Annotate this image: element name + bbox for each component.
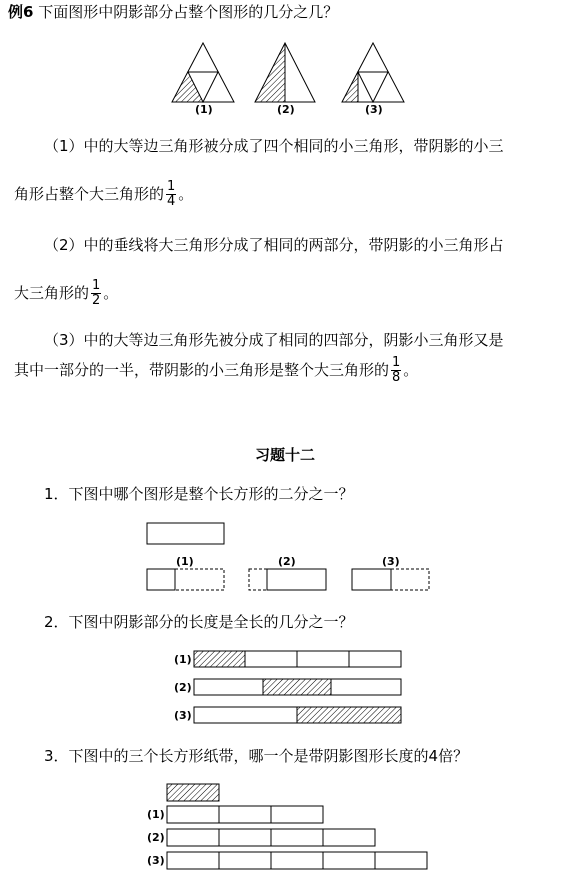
fraction-one-half bbox=[91, 279, 101, 308]
q3-label-2: (2) bbox=[147, 831, 165, 844]
fraction-numerator: 1 bbox=[392, 355, 401, 370]
triangle-figure-3 bbox=[342, 43, 404, 102]
q1-label-1: (1) bbox=[176, 555, 194, 568]
explanation-2-text: 大三角形的 bbox=[14, 284, 90, 302]
q2-strip-1 bbox=[194, 651, 401, 667]
fraction-denominator: 2 bbox=[92, 293, 101, 308]
explanation-2-line-1: （2）中的垂线将大三角形分成了相同的两部分，带阴影的小三角形占 bbox=[44, 236, 504, 254]
q3-label-1: (1) bbox=[147, 808, 165, 821]
fraction-one-eighth bbox=[391, 356, 401, 385]
q1-option-2 bbox=[249, 569, 326, 590]
exercise-title: 习题十二 bbox=[255, 446, 316, 464]
q2-label-3: (3) bbox=[174, 709, 192, 722]
explanation-1-end: 。 bbox=[178, 185, 194, 203]
q3-strip-3 bbox=[167, 852, 427, 869]
triangle-label-3: (3) bbox=[365, 103, 383, 116]
explanation-3-line-2 bbox=[14, 356, 418, 385]
question-2: 2．下图中阴影部分的长度是全长的几分之一？ bbox=[44, 613, 354, 631]
q2-label-2: (2) bbox=[174, 681, 192, 694]
explanation-2-end: 。 bbox=[103, 284, 119, 302]
explanation-1-line-1: （1）中的大等边三角形被分成了四个相同的小三角形，带阴影的小三 bbox=[44, 137, 504, 155]
explanation-1-line-2 bbox=[14, 180, 193, 209]
triangle-figure-2 bbox=[255, 43, 315, 102]
q3-strip-2 bbox=[167, 829, 375, 846]
fraction-denominator: 4 bbox=[167, 194, 176, 209]
triangle-label-2: (2) bbox=[277, 103, 295, 116]
explanation-3-line-1: （3）中的大等边三角形先被分成了相同的四部分，阴影小三角形又是 bbox=[44, 331, 504, 349]
fraction-numerator: 1 bbox=[167, 179, 176, 194]
question-1: 1．下图中哪个图形是整个长方形的二分之一？ bbox=[44, 485, 354, 503]
explanation-3-text: 其中一部分的一半，带阴影的小三角形是整个大三角形的 bbox=[14, 361, 390, 379]
example-question: 下面图形中阴影部分占整个图形的几分之几？ bbox=[38, 3, 339, 21]
explanation-2-line-2 bbox=[14, 279, 118, 308]
q2-strip-3 bbox=[194, 707, 401, 723]
explanation-3-end: 。 bbox=[403, 361, 419, 379]
fraction-numerator: 1 bbox=[92, 278, 101, 293]
q1-label-3: (3) bbox=[382, 555, 400, 568]
triangle-figure-1 bbox=[172, 43, 234, 102]
fraction-denominator: 8 bbox=[392, 370, 401, 385]
q1-reference-rectangle bbox=[147, 523, 224, 544]
fraction-one-quarter bbox=[166, 180, 176, 209]
q1-option-3 bbox=[352, 569, 429, 590]
question-3: 3．下图中的三个长方形纸带，哪一个是带阴影图形长度的4倍？ bbox=[44, 747, 469, 765]
example-tag: 例6 bbox=[8, 3, 34, 21]
q3-shaded-unit bbox=[167, 784, 219, 801]
q2-label-1: (1) bbox=[174, 653, 192, 666]
q1-option-1 bbox=[147, 569, 224, 590]
q2-strip-2 bbox=[194, 679, 401, 695]
triangle-label-1: (1) bbox=[195, 103, 213, 116]
q3-strip-1 bbox=[167, 806, 323, 823]
q1-label-2: (2) bbox=[278, 555, 296, 568]
q3-label-3: (3) bbox=[147, 854, 165, 867]
explanation-1-text: 角形占整个大三角形的 bbox=[14, 185, 165, 203]
